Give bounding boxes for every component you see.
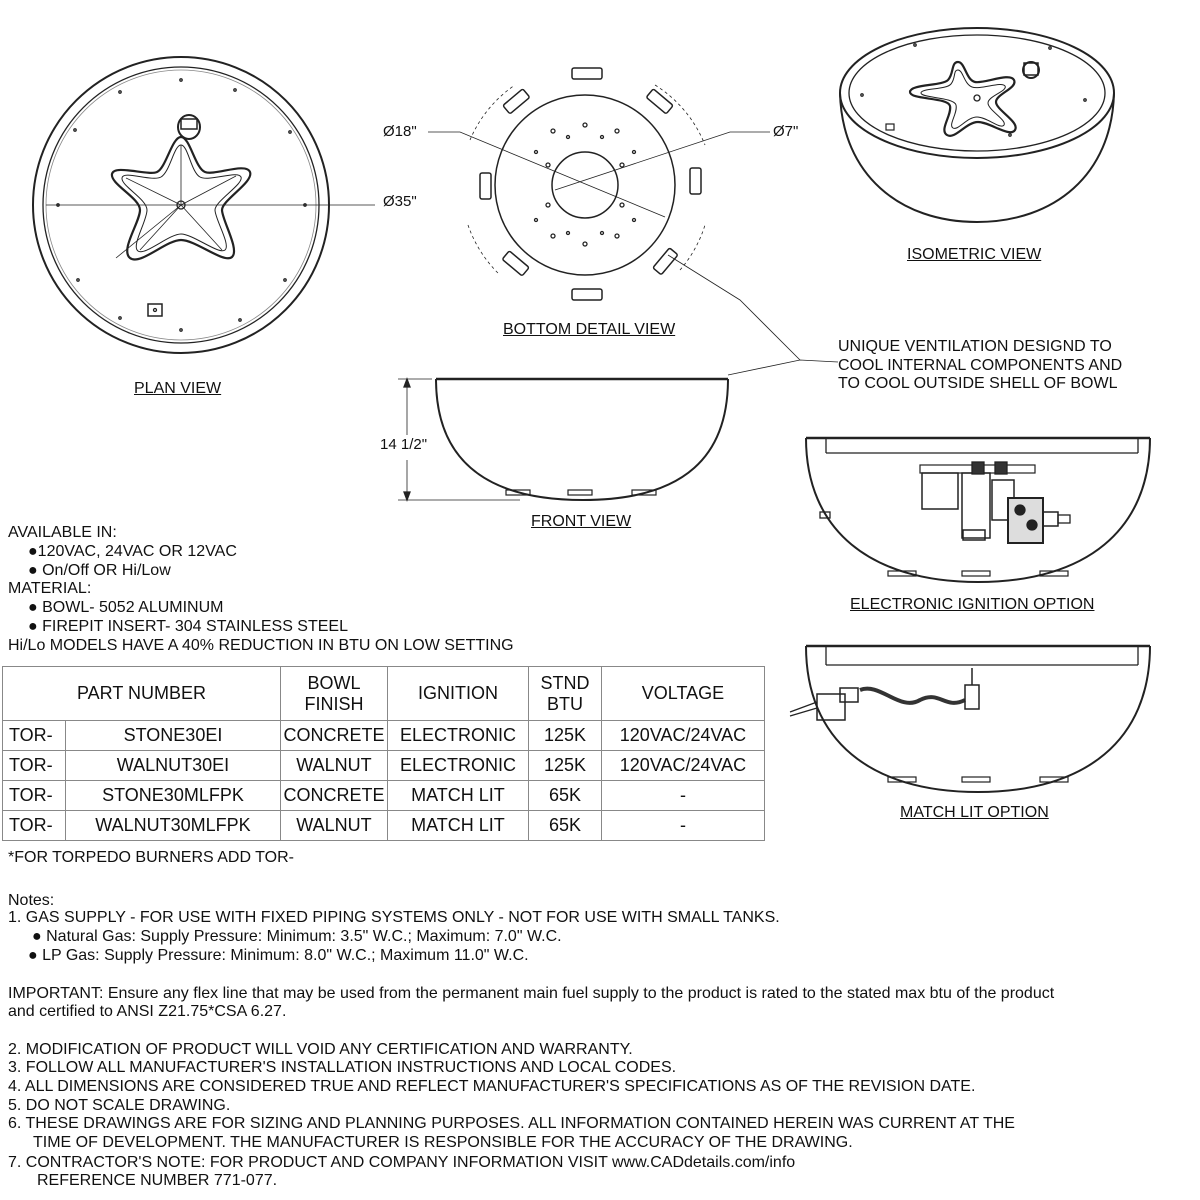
height-dimension: 14 1/2" xyxy=(380,436,428,453)
table-row xyxy=(3,721,765,751)
note-item-3: 3. FOLLOW ALL MANUFACTURER'S INSTALLATION INSTRUCTIONS AND LOCAL CODES. xyxy=(8,1059,677,1076)
outer-diameter-dimension: Ø35" xyxy=(383,193,417,210)
note-item-7: 7. CONTRACTOR'S NOTE: FOR PRODUCT AND COMPANY INFORMATION VISIT www.CADdetails.com/info xyxy=(8,1154,796,1171)
note-item-6-continued: TIME OF DEVELOPMENT. THE MANUFACTURER IS RESPONSIBLE FOR THE ACCURACY OF THE DRAWING. xyxy=(33,1134,853,1151)
parts-table xyxy=(2,666,765,841)
row-prefix: TOR- xyxy=(3,811,66,841)
note-natural-gas: ● Natural Gas: Supply Pressure: Minimum: 3.5" W.C.; Maximum: 7.0" W.C. xyxy=(32,928,562,945)
table-row xyxy=(3,811,765,841)
note-reference-number: REFERENCE NUMBER 771-077. xyxy=(37,1172,278,1189)
ventilation-note-line-2: COOL INTERNAL COMPONENTS AND xyxy=(838,357,1123,374)
header-part-number: PART NUMBER xyxy=(3,667,281,721)
plan-view-drawing xyxy=(33,57,375,353)
table-row xyxy=(3,781,765,811)
bottom-small-diameter-dimension: Ø7" xyxy=(773,123,799,140)
row-ignition: MATCH LIT xyxy=(387,781,528,811)
match-lit-label: MATCH LIT OPTION xyxy=(900,804,1049,821)
note-item-2: 2. MODIFICATION OF PRODUCT WILL VOID ANY CERTIFICATION AND WARRANTY. xyxy=(8,1041,633,1058)
row-ignition: ELECTRONIC xyxy=(387,721,528,751)
spec-switch-item: ● On/Off OR Hi/Low xyxy=(28,562,171,579)
front-view-drawing xyxy=(398,360,838,500)
row-btu: 65K xyxy=(528,781,601,811)
note-item-6: 6. THESE DRAWINGS ARE FOR SIZING AND PLANNING PURPOSES. ALL INFORMATION CONTAINED HEREIN WAS CURRENT AT THE xyxy=(8,1115,1015,1132)
row-prefix: TOR- xyxy=(3,721,66,751)
table-header-row xyxy=(3,667,765,721)
spec-insert-item: ● FIREPIT INSERT- 304 STAINLESS STEEL xyxy=(28,618,348,635)
row-ignition: ELECTRONIC xyxy=(387,751,528,781)
row-prefix: TOR- xyxy=(3,751,66,781)
row-voltage: - xyxy=(601,811,764,841)
row-finish: WALNUT xyxy=(280,751,387,781)
note-gas-supply: 1. GAS SUPPLY - FOR USE WITH FIXED PIPING SYSTEMS ONLY - NOT FOR USE WITH SMALL TANKS. xyxy=(8,909,780,926)
table-footnote: *FOR TORPEDO BURNERS ADD TOR- xyxy=(8,849,294,866)
row-part: STONE30MLFPK xyxy=(66,781,281,811)
row-finish: WALNUT xyxy=(280,811,387,841)
isometric-view-label: ISOMETRIC VIEW xyxy=(907,246,1042,263)
note-item-5: 5. DO NOT SCALE DRAWING. xyxy=(8,1097,231,1114)
note-important-line-1: IMPORTANT: Ensure any flex line that may be used from the permanent main fuel supply to the product is rated to the stated max btu of the product xyxy=(8,985,1055,1002)
spec-bowl-item: ● BOWL- 5052 ALUMINUM xyxy=(28,599,224,616)
spec-available-heading: AVAILABLE IN: xyxy=(8,524,117,541)
header-ignition: IGNITION xyxy=(387,667,528,721)
header-bowl-finish: BOWL FINISH xyxy=(280,667,387,721)
note-item-4: 4. ALL DIMENSIONS ARE CONSIDERED TRUE AND REFLECT MANUFACTURER'S SPECIFICATIONS AS OF THE REVISION DATE. xyxy=(8,1078,976,1095)
electronic-ignition-label: ELECTRONIC IGNITION OPTION xyxy=(850,596,1095,613)
table-row xyxy=(3,751,765,781)
match-lit-drawing xyxy=(790,646,1150,792)
spec-material-heading: MATERIAL: xyxy=(8,580,92,597)
header-stnd-btu: STND BTU xyxy=(528,667,601,721)
bottom-detail-view-label: BOTTOM DETAIL VIEW xyxy=(503,321,676,338)
spec-voltage-item: ●120VAC, 24VAC OR 12VAC xyxy=(28,543,237,560)
row-part: WALNUT30EI xyxy=(66,751,281,781)
ventilation-note-line-1: UNIQUE VENTILATION DESIGND TO xyxy=(838,338,1112,355)
plan-view-label: PLAN VIEW xyxy=(134,380,222,397)
row-btu: 65K xyxy=(528,811,601,841)
row-finish: CONCRETE xyxy=(280,721,387,751)
row-part: WALNUT30MLFPK xyxy=(66,811,281,841)
row-btu: 125K xyxy=(528,751,601,781)
isometric-view-drawing xyxy=(840,28,1114,222)
row-voltage: 120VAC/24VAC xyxy=(601,751,764,781)
ventilation-note-line-3: TO COOL OUTSIDE SHELL OF BOWL xyxy=(838,375,1118,392)
notes-title: Notes: xyxy=(8,892,55,909)
electronic-ignition-drawing xyxy=(806,438,1150,582)
row-prefix: TOR- xyxy=(3,781,66,811)
row-finish: CONCRETE xyxy=(280,781,387,811)
header-voltage: VOLTAGE xyxy=(601,667,764,721)
bottom-detail-view-drawing xyxy=(428,68,770,300)
row-part: STONE30EI xyxy=(66,721,281,751)
front-view-label: FRONT VIEW xyxy=(531,513,632,530)
row-ignition: MATCH LIT xyxy=(387,811,528,841)
row-voltage: 120VAC/24VAC xyxy=(601,721,764,751)
ventilation-leader xyxy=(668,255,800,360)
row-btu: 125K xyxy=(528,721,601,751)
note-important-line-2: and certified to ANSI Z21.75*CSA 6.27. xyxy=(8,1003,287,1020)
row-voltage: - xyxy=(601,781,764,811)
bottom-large-diameter-dimension: Ø18" xyxy=(383,123,417,140)
note-lp-gas: ● LP Gas: Supply Pressure: Minimum: 8.0" W.C.; Maximum 11.0" W.C. xyxy=(28,947,529,964)
spec-hilo-note: Hi/Lo MODELS HAVE A 40% REDUCTION IN BTU ON LOW SETTING xyxy=(8,637,514,654)
